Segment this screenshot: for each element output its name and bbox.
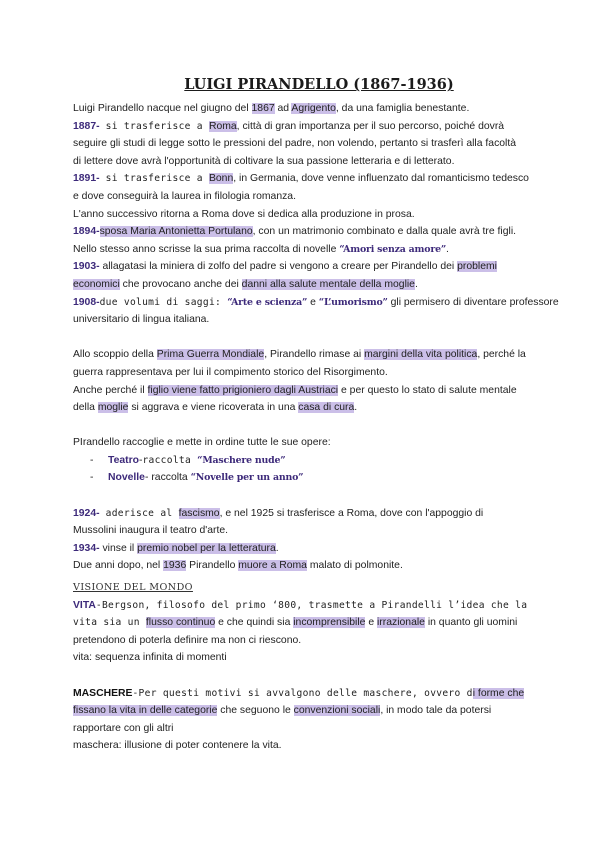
highlight-forme: i forme che xyxy=(472,687,525,699)
spacer xyxy=(73,417,565,435)
spacer xyxy=(73,487,565,505)
highlight-nobel: premio nobel per la letteratura xyxy=(137,542,276,554)
entry-1891: 1891- si trasferisce a Bonn, in Germania, dove venne influenzato dal romanticismo tedesco e dove conseguirà la laurea in filologia romanza. L'anno successivo ritorna a Roma dove si dedica alla produzione in prosa. xyxy=(73,173,529,220)
section-heading xyxy=(73,579,565,597)
year-1924: 1924- xyxy=(73,507,100,519)
highlight-danni: danni alla salute mentale della moglie xyxy=(241,278,415,290)
works-intro: PIrandello raccoglie e mette in ordine tutte le sue opere: xyxy=(73,437,331,449)
highlight-margini: margini della vita politica xyxy=(364,349,478,361)
works-list xyxy=(73,452,565,487)
war-paragraph: Allo scoppio della Prima Guerra Mondiale, Pirandello rimase ai margini della vita politica, perché la guerra rappresentava per lui il compimento storico del Risorgimento. Anche perché il figlio viene fatto prigioniero dagli Austriaci e per questo lo stato di salute mentale della moglie si aggrava e viene ricoverata in una casa di cura. xyxy=(73,349,526,414)
work-title-umorismo: “L’umorismo” xyxy=(318,296,388,308)
intro-paragraph: Luigi Pirandello nacque nel giugno del 1867 ad Agrigento, da una famiglia benestante. xyxy=(73,103,470,114)
work-title-maschere: “Maschere nude” xyxy=(197,454,286,466)
work-title-novelle: “Novelle per un anno” xyxy=(190,472,304,484)
highlight-fascismo: fascismo xyxy=(178,507,220,519)
highlight-muore: muore a Roma xyxy=(238,560,307,572)
highlight-problemi: problemi xyxy=(457,261,497,273)
entry-1936: Due anni dopo, nel 1936 Pirandello muore a Roma malato di polmonite. xyxy=(73,560,403,572)
spacer xyxy=(73,667,565,685)
vita-paragraph: VITA-Bergson, filosofo del primo ‘800, trasmette a Pirandelli l’idea che la vita sia un flusso continuo e che quindi sia incomprensibile e irrazionale in quanto gli uomini pretendono di poterla definire ma non ci riescono. vita: sequenza infinita di momenti xyxy=(73,599,528,664)
year-1934: 1934- xyxy=(73,542,100,554)
highlight-roma: Roma xyxy=(208,120,237,132)
highlight-convenzioni: convenzioni sociali xyxy=(293,705,381,717)
maschere-paragraph: MASCHERE-Per questi motivi si avvalgono delle maschere, ovvero di forme che fissano la vita in delle categorie che seguono le convenzioni sociali, in modo tale da potersi rapportare con gli altri maschera: illusione di poter contenere la vita. xyxy=(73,687,525,752)
highlight-flusso: flusso continuo xyxy=(145,617,216,629)
highlight-casa-di-cura: casa di cura xyxy=(298,402,355,414)
label-maschere: MASCHERE xyxy=(73,687,133,699)
highlight-bonn: Bonn xyxy=(208,173,234,185)
highlight-irrazionale: irrazionale xyxy=(377,617,425,629)
spacer xyxy=(73,329,565,347)
year-1908: 1908- xyxy=(73,296,100,308)
year-1903: 1903- xyxy=(73,261,100,273)
highlight-fissano: fissano la vita in delle categorie xyxy=(73,705,218,717)
label-vita: VITA xyxy=(73,599,96,611)
work-title-arte: “Arte e scienza” xyxy=(227,296,308,308)
highlight-guerra: Prima Guerra Mondiale xyxy=(156,349,265,361)
year-1887: 1887- xyxy=(73,120,100,132)
entry-1887: 1887- si trasferisce a Roma, città di gran importanza per il suo percorso, poiché dovrà seguire gli studi di legge sotto le pressioni del padre, non volendo, pertanto si trasferì alla facoltà di lettere dove avrà l'opportunità di coltivare la sua passione letteraria e di letterato. xyxy=(73,120,517,167)
entry-1894: 1894-sposa Maria Antonietta Portulano, con un matrimonio combinato e dalla quale avrà tre figli. Nello stesso anno scrisse la sua prima raccolta di novelle “Amori senza amore”. xyxy=(73,226,517,255)
section-title-visione: VISIONE DEL MONDO xyxy=(73,582,193,594)
highlight-figlio: figlio viene fatto prigioniero dagli Austriaci xyxy=(147,384,339,396)
entry-1934: 1934- vinse il premio nobel per la letteratura. xyxy=(73,542,279,554)
entry-1924: 1924- aderisce al fascismo, e nel 1925 si trasferisce a Roma, dove con l'appoggio di Mussolini inaugura il teatro d'arte. xyxy=(73,507,484,537)
highlight-agrigento: Agrigento xyxy=(291,103,336,114)
year-1894: 1894- xyxy=(73,226,100,238)
highlight-1936: 1936 xyxy=(163,560,187,572)
highlight-moglie: moglie xyxy=(97,402,129,414)
highlight-economici: economici xyxy=(73,278,120,290)
highlight-incomprensibile: incomprensibile xyxy=(293,617,366,629)
page-title: LUIGI PIRANDELLO (1867-1936) xyxy=(184,76,454,93)
highlight-marriage: sposa Maria Antonietta Portulano xyxy=(99,226,253,238)
entry-1903: 1903- allagatasi la miniera di zolfo del padre si vengono a creare per Pirandello dei problemi economici che provocano anche dei danni alla salute mentale della moglie. xyxy=(73,261,497,290)
work-title-amori: “Amori senza amore” xyxy=(339,243,447,255)
highlight-1867: 1867 xyxy=(251,103,275,114)
list-item-teatro: - Teatro-raccolta “Maschere nude” xyxy=(90,452,565,470)
list-item-novelle: - Novelle- raccolta “Novelle per un anno” xyxy=(90,469,565,487)
year-1891: 1891- xyxy=(73,173,100,185)
entry-1908: 1908-due volumi di saggi: “Arte e scienza” e “L’umorismo” gli permisero di diventare professore universitario di lingua italiana. xyxy=(73,296,559,326)
document-page xyxy=(73,76,565,755)
